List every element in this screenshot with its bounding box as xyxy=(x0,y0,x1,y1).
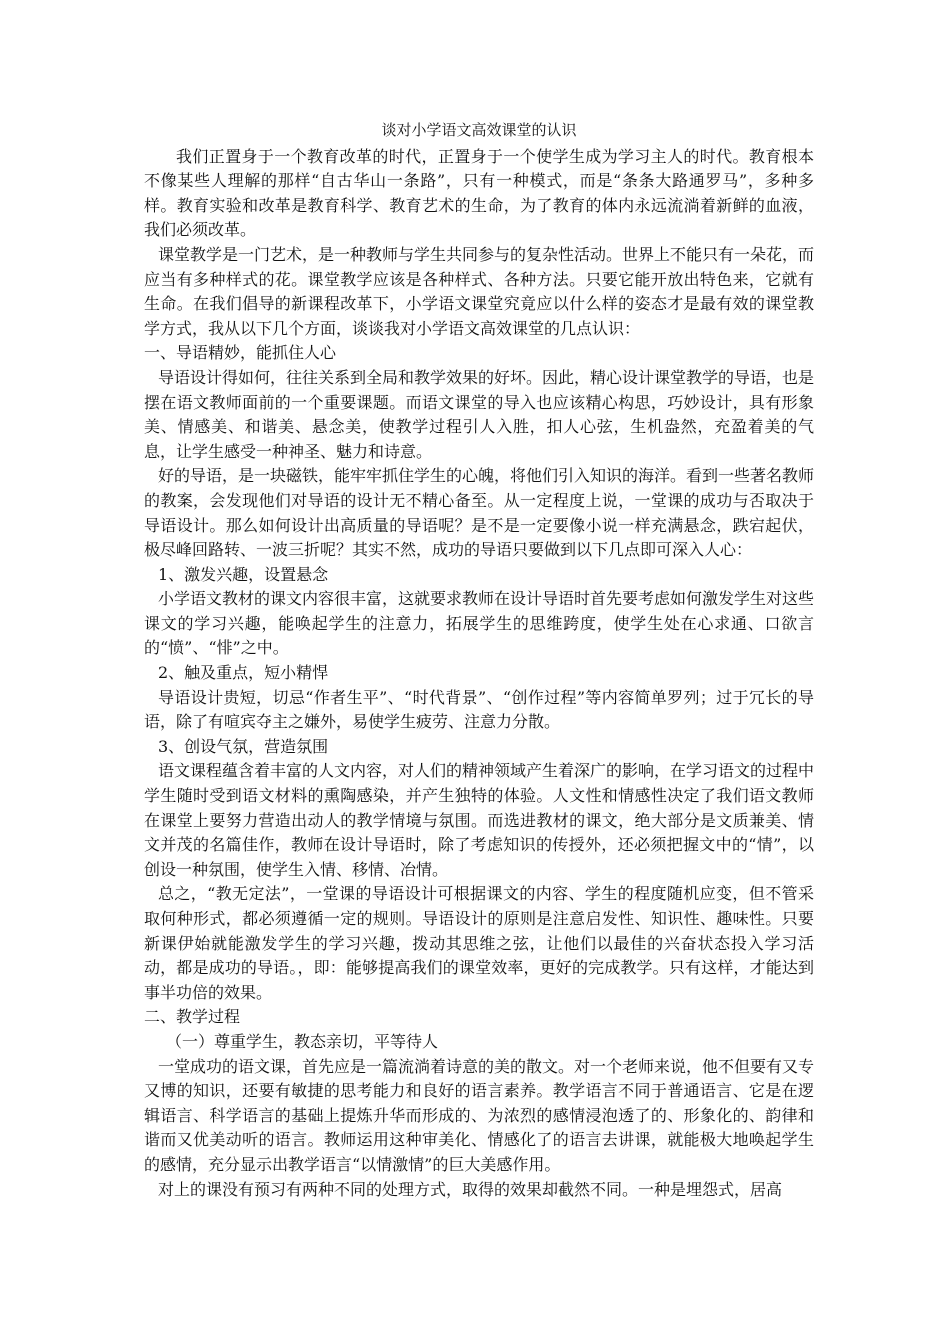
paragraph-summary: 总之，“教无定法”，一堂课的导语设计可根据课文的内容、学生的程度随机应变，但不管采取何种形式，都必须遵循一定的规则。导语设计的原则是注意启发性、知识性、趣味性。只要新课伊始就能激发学生的学习兴趣，拨动其思维之弦，让他们以最佳的兴奋状态投入学习活动，都是成功的导语。，即：能够提高我们的课堂效率，更好的完成教学。只有这样，才能达到事半功倍的效果。 xyxy=(144,884,814,1002)
document-title: 谈对小学语文高效课堂的认识 xyxy=(381,121,577,139)
paragraph-good-intro: 好的导语，是一块磁铁，能牢牢抓住学生的心魄，将他们引入知识的海洋。看到一些著名教师的教案，会发现他们对导语的设计无不精心备至。从一定程度上说，一堂课的成功与否取决于导语设计。那么如何设计出高质量的导语呢？是不是一定要像小说一样充满悬念，跌宕起伏，极尽峰回路转、一波三折呢？其实不然，成功的导语只要做到以下几点即可深入人心： xyxy=(144,466,815,560)
paragraph-preview: 对上的课没有预习有两种不同的处理方式，取得的效果却截然不同。一种是埋怨式，居高 xyxy=(158,1179,783,1199)
paragraph-interest: 小学语文教材的课文内容很丰富，这就要求教师在设计导语时首先要考虑如何激发学生对这些课文的学习兴趣，能唤起学生的注意力，拓展学生的思维跨度，使学生处在心求通、口欲言的“愤”、“悱”之中。 xyxy=(144,589,815,658)
paragraph-intro-design: 导语设计得如何，往往关系到全局和教学效果的好坏。因此，精心设计课堂教学的导语，也是摆在语文教师面前的一个重要课题。而语文课堂的导入也应该精心构思，巧妙设计，具有形象美、情感美、和谐美、悬念美，使教学过程引人入胜，扣人心弦，生机盎然，充盈着美的气息，让学生感受一种神圣、魅力和诗意。 xyxy=(144,367,815,461)
subheading-3: 3、创设气氛，营造氛围 xyxy=(158,736,329,756)
paragraph-atmosphere: 语文课程蕴含着丰富的人文内容，对人们的精神领域产生着深广的影响，在学习语文的过程中学生随时受到语文材料的熏陶感染，并产生独特的体验。人文性和情感性决定了我们语文教师在课堂上要努力营造出动人的教学情境与氛围。而选进教材的课文，绝大部分是文质兼美、情文并茂的名篇佳作，教师在设计导语时，除了考虑知识的传授外，还必须把握文中的“情”，以创设一种氛围，使学生入情、移情、冶情。 xyxy=(144,761,815,879)
subheading-1: 1、激发兴趣，设置悬念 xyxy=(158,564,329,584)
section-heading-2: 二、教学过程 xyxy=(144,1007,241,1027)
paragraph-teaching-language: 一堂成功的语文课，首先应是一篇流淌着诗意的美的散文。对一个老师来说，他不但要有又专又博的知识，还要有敏捷的思考能力和良好的语言素养。教学语言不同于普通语言、它是在逻辑语言、科学语言的基础上提炼升华而形成的、为浓烈的感情浸泡透了的、形象化的、韵律和谐而又优美动听的语言。教师运用这种审美化、情感化了的语言去讲课，就能极大地唤起学生的感情，充分显示出教学语言“以情激情”的巨大美感作用。 xyxy=(144,1056,815,1174)
paragraph-classroom-art: 课堂教学是一门艺术，是一种教师与学生共同参与的复杂性活动。世界上不能只有一朵花，而应当有多种样式的花。课堂教学应该是各种样式、各种方法。只要它能开放出特色来，它就有生命。在我们倡导的新课程改革下，小学语文课堂究竟应以什么样的姿态才是最有效的课堂教学方式，我从以下几个方面，谈谈我对小学语文高效课堂的几点认识： xyxy=(144,244,815,338)
subheading-2: 2、触及重点，短小精悍 xyxy=(158,663,329,683)
paragraph-intro: 我们正置身于一个教育改革的时代，正置身于一个使学生成为学习主人的时代。教育根本不像某些人理解的那样“自古华山一条路”，只有一种模式，而是“条条大路通罗马”，多种多样。教育实验和改革是教育科学、教育艺术的生命，为了教育的体内永远流淌着新鲜的血液，我们必须改革。 xyxy=(144,146,814,240)
section-heading-1: 一、导语精妙，能抓住人心 xyxy=(144,343,337,363)
document-page xyxy=(144,118,814,1202)
subheading-4: （一）尊重学生，教态亲切，平等待人 xyxy=(166,1031,439,1051)
paragraph-brevity: 导语设计贵短，切忌“作者生平”、“时代背景”、“创作过程”等内容简单罗列；过于冗长的导语，除了有喧宾夺主之嫌外，易使学生疲劳、注意力分散。 xyxy=(144,687,814,732)
